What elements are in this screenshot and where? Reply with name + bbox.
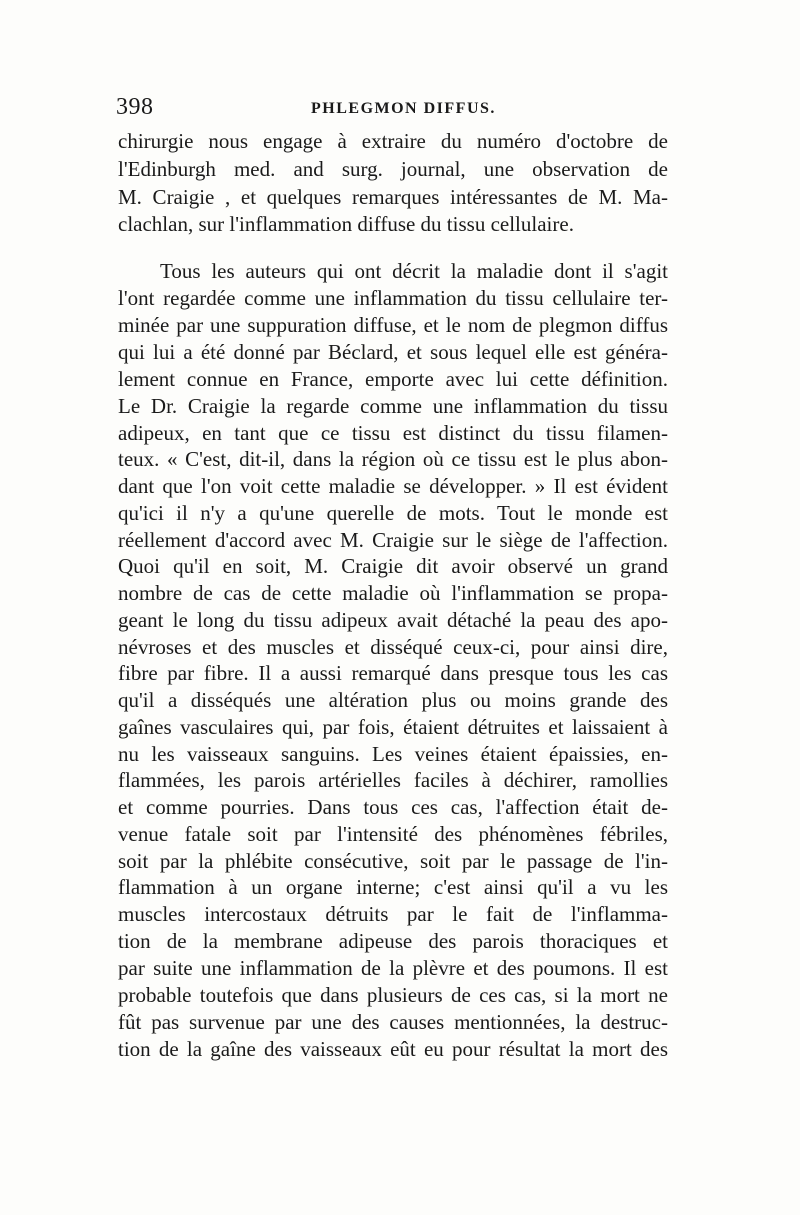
- text-line: Quoi qu'il en soit, M. Craigie dit avoir observé un grand: [118, 554, 668, 578]
- text-line: geant le long du tissu adipeux avait détaché la peau des apo-: [118, 608, 668, 632]
- running-title: PHLEGMON DIFFUS.: [311, 100, 496, 117]
- text-line: tion de la membrane adipeuse des parois thoraciques et: [118, 929, 668, 953]
- text-line: chirurgie nous engage à extraire du numéro d'octobre de: [118, 129, 668, 153]
- text-line: Tous les auteurs qui ont décrit la maladie dont il s'agit: [160, 259, 668, 283]
- text-line: minée par une suppuration diffuse, et le nom de plegmon diffus: [118, 313, 668, 337]
- text-line: flammées, les parois artérielles faciles à déchirer, ramollies: [118, 768, 668, 792]
- text-line: nombre de cas de cette maladie où l'inflammation se propa-: [118, 581, 668, 605]
- text-line: l'ont regardée comme une inflammation du tissu cellulaire ter-: [118, 286, 668, 310]
- text-line: qui lui a été donné par Béclard, et sous lequel elle est généra-: [118, 340, 668, 364]
- text-line: flammation à un organe interne; c'est ainsi qu'il a vu les: [118, 875, 668, 899]
- text-line: fibre par fibre. Il a aussi remarqué dans presque tous les cas: [118, 661, 668, 685]
- text-line: gaînes vasculaires qui, par fois, étaient détruites et laissaient à: [118, 715, 668, 739]
- text-line: teux. « C'est, dit-il, dans la région où ce tissu est le plus abon-: [118, 447, 668, 471]
- text-line: qu'il a disséqués une altération plus ou moins grande des: [118, 688, 668, 712]
- text-line: Le Dr. Craigie la regarde comme une inflammation du tissu: [118, 394, 668, 418]
- page-number: 398: [116, 94, 154, 120]
- text-line: muscles intercostaux détruits par le fait de l'inflamma-: [118, 902, 668, 926]
- text-line: nu les vaisseaux sanguins. Les veines étaient épaissies, en-: [118, 742, 668, 766]
- text-line: et comme pourries. Dans tous ces cas, l'affection était de-: [118, 795, 668, 819]
- text-line: qu'ici il n'y a qu'une querelle de mots. Tout le monde est: [118, 501, 668, 525]
- text-line: dant que l'on voit cette maladie se développer. » Il est évident: [118, 474, 668, 498]
- text-line: fût pas survenue par une des causes mentionnées, la destruc-: [118, 1010, 668, 1034]
- text-line: venue fatale soit par l'intensité des phénomènes fébriles,: [118, 822, 668, 846]
- text-line: réellement d'accord avec M. Craigie sur le siège de l'affection.: [118, 528, 668, 552]
- text-line: clachlan, sur l'inflammation diffuse du tissu cellulaire.: [118, 212, 574, 236]
- text-line: tion de la gaîne des vaisseaux eût eu pour résultat la mort des: [118, 1037, 668, 1061]
- text-line: M. Craigie , et quelques remarques intéressantes de M. Ma-: [118, 185, 668, 209]
- text-line: adipeux, en tant que ce tissu est distinct du tissu filamen-: [118, 421, 668, 445]
- text-line: l'Edinburgh med. and surg. journal, une observation de: [118, 157, 668, 181]
- page-header: [116, 94, 676, 124]
- text-line: névroses et des muscles et disséqué ceux-ci, pour ainsi dire,: [118, 635, 668, 659]
- text-line: par suite une inflammation de la plèvre et des poumons. Il est: [118, 956, 668, 980]
- text-line: lement connue en France, emporte avec lui cette définition.: [118, 367, 668, 391]
- text-line: soit par la phlébite consécutive, soit par le passage de l'in-: [118, 849, 668, 873]
- text-line: probable toutefois que dans plusieurs de ces cas, si la mort ne: [118, 983, 668, 1007]
